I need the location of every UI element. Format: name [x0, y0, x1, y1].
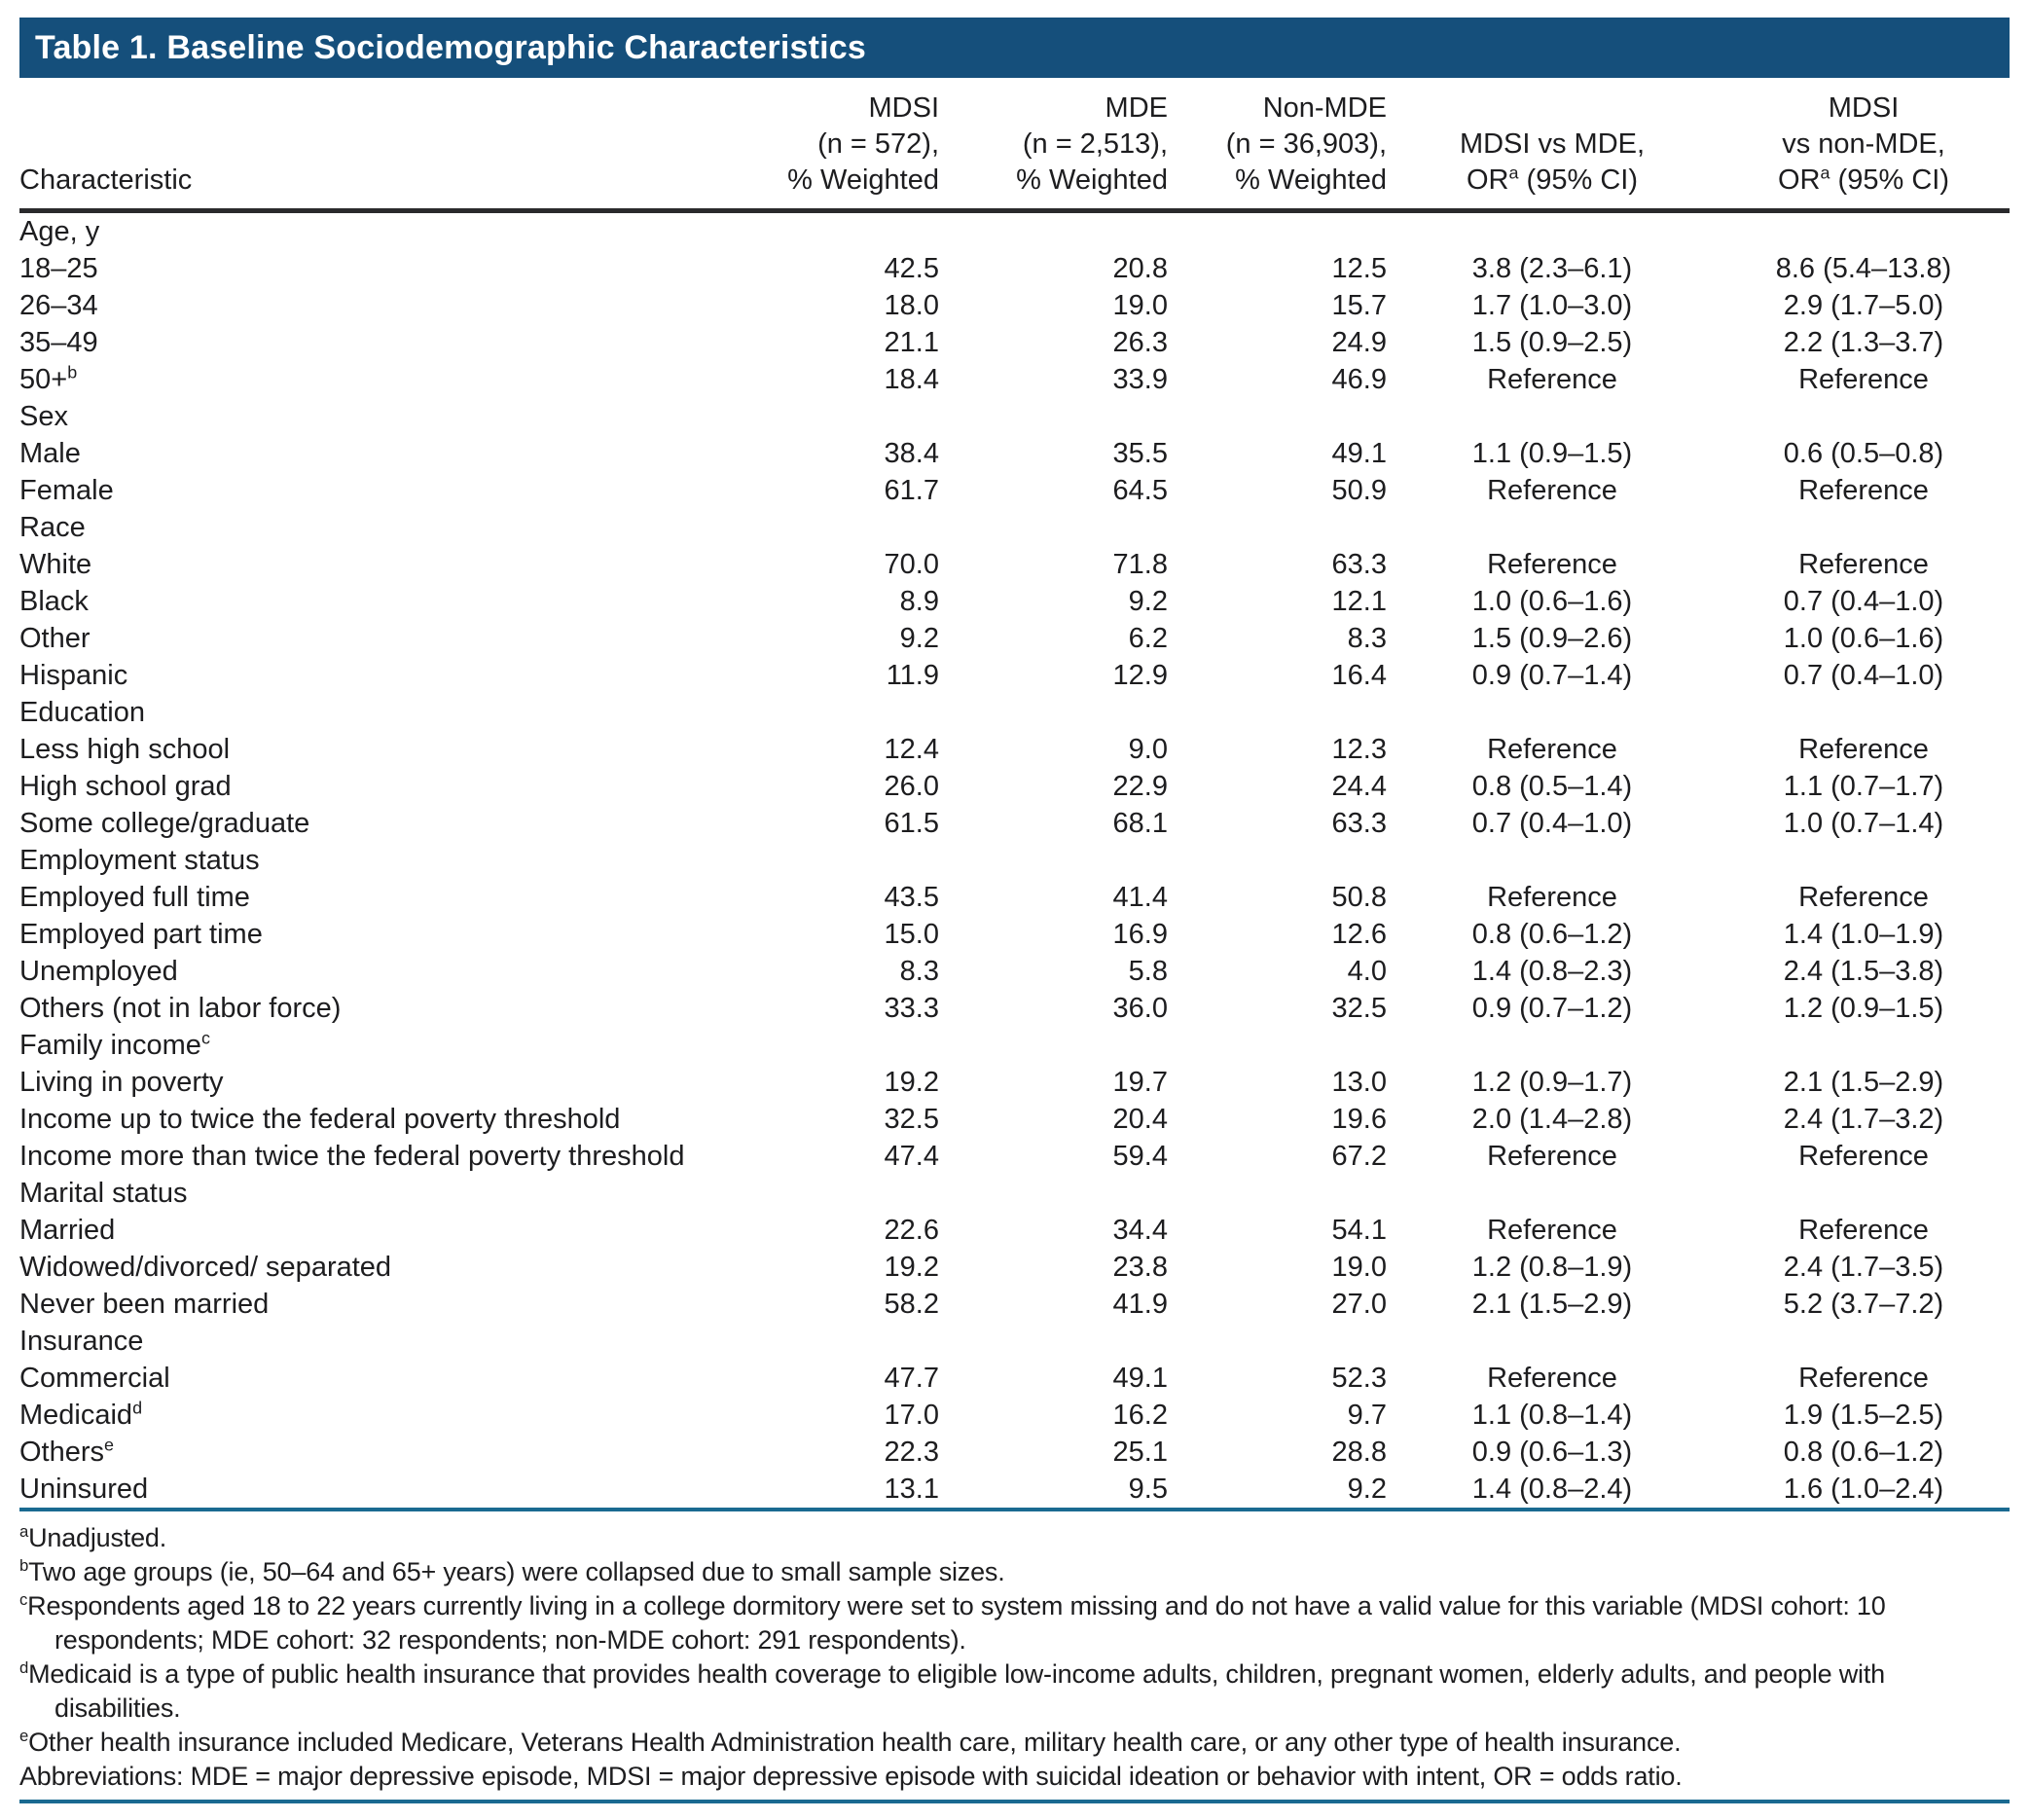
cell-nonmde: 46.9	[1331, 364, 1387, 395]
cell-mde: 9.2	[1128, 586, 1168, 617]
footnotes	[19, 1521, 2010, 1794]
cell-or_mdsi_vs_nonmde: 0.6 (0.5–0.8)	[1783, 438, 1944, 469]
cell-mdsi: 17.0	[884, 1400, 939, 1431]
column-header-line: vs non-MDE,	[1782, 128, 1945, 160]
row-label: Other	[19, 623, 91, 654]
cell-nonmde: 50.9	[1331, 475, 1387, 506]
cell-or_mdsi_vs_nonmde: 0.7 (0.4–1.0)	[1783, 660, 1944, 691]
table-row	[19, 1212, 2010, 1249]
bottom-rule	[19, 1800, 2010, 1803]
cell-mdsi: 19.2	[884, 1252, 939, 1283]
cell-or_mdsi_vs_nonmde: 5.2 (3.7–7.2)	[1783, 1289, 1944, 1320]
cell-nonmde: 49.1	[1331, 438, 1387, 469]
cell-mde: 71.8	[1112, 549, 1168, 580]
cell-or_mdsi_vs_nonmde: 2.9 (1.7–5.0)	[1783, 290, 1944, 321]
cell-or_mdsi_vs_mde: 0.9 (0.7–1.4)	[1471, 660, 1633, 691]
cell-mde: 16.9	[1112, 919, 1168, 950]
cell-or_mdsi_vs_mde: 0.8 (0.5–1.4)	[1471, 771, 1633, 802]
cell-nonmde: 27.0	[1331, 1289, 1387, 1320]
cell-mdsi: 18.4	[884, 364, 939, 395]
cell-mde: 22.9	[1112, 771, 1168, 802]
cell-or_mdsi_vs_nonmde: 2.4 (1.5–3.8)	[1783, 956, 1944, 987]
cell-mdsi: 47.4	[884, 1141, 939, 1172]
cell-or_mdsi_vs_nonmde: Reference	[1798, 882, 1929, 913]
row-label: Others (not in labor force)	[19, 993, 342, 1024]
table-row	[19, 1138, 2010, 1175]
footnote-e: $^e$Other health insurance included Medicare, Veterans Health Administration health care, military health care, or any other type of health insurance.	[19, 1727, 1682, 1757]
table-row	[19, 805, 2010, 842]
cell-mde: 25.1	[1112, 1437, 1168, 1468]
table-row	[19, 1286, 2010, 1323]
section-header-row	[19, 842, 2010, 879]
cell-mdsi: 33.3	[884, 993, 939, 1024]
cell-mde: 41.9	[1112, 1289, 1168, 1320]
table-row	[19, 1249, 2010, 1286]
cell-nonmde: 24.9	[1331, 327, 1387, 358]
cell-or_mdsi_vs_mde: 1.5 (0.9–2.6)	[1471, 623, 1633, 654]
cell-or_mdsi_vs_mde: 1.2 (0.8–1.9)	[1471, 1252, 1633, 1283]
footnote-abbreviations: Abbreviations: MDE = major depressive episode, MDSI = major depressive episode with suicidal ideation or behavior with intent, OR = odds ratio.	[19, 1762, 1683, 1791]
cell-nonmde: 9.7	[1347, 1400, 1387, 1431]
table-row	[19, 990, 2010, 1027]
section-header-row	[19, 211, 2010, 251]
cell-or_mdsi_vs_mde: Reference	[1487, 549, 1617, 580]
row-label: Others$^e$	[19, 1435, 115, 1468]
column-header-characteristic	[19, 83, 759, 211]
cell-nonmde: 12.6	[1331, 919, 1387, 950]
table-row	[19, 472, 2010, 509]
cell-or_mdsi_vs_nonmde: 8.6 (5.4–13.8)	[1775, 253, 1952, 284]
table-row	[19, 953, 2010, 990]
cell-or_mdsi_vs_nonmde: 0.7 (0.4–1.0)	[1783, 586, 1944, 617]
cell-mdsi: 15.0	[884, 919, 939, 950]
cell-mdsi: 61.5	[884, 808, 939, 839]
cell-mde: 9.0	[1128, 734, 1168, 765]
section-label: Education	[19, 697, 145, 728]
cell-or_mdsi_vs_nonmde: Reference	[1798, 1363, 1929, 1394]
column-header-line: (n = 2,513),	[1022, 128, 1168, 160]
table-row	[19, 620, 2010, 657]
cell-nonmde: 63.3	[1331, 549, 1387, 580]
cell-or_mdsi_vs_mde: Reference	[1487, 475, 1617, 506]
row-label: Married	[19, 1215, 116, 1246]
cell-nonmde: 8.3	[1347, 623, 1387, 654]
column-header-line: MDSI vs MDE,	[1459, 128, 1646, 160]
section-header-row	[19, 1323, 2010, 1360]
cell-or_mdsi_vs_mde: Reference	[1487, 734, 1617, 765]
section-label: Race	[19, 512, 86, 543]
section-header-row	[19, 694, 2010, 731]
cell-or_mdsi_vs_nonmde: Reference	[1798, 1215, 1929, 1246]
column-header-or_mdsi_vs_nonmde	[1718, 83, 2010, 211]
cell-nonmde: 9.2	[1347, 1474, 1387, 1505]
table-row	[19, 1397, 2010, 1434]
row-label: Female	[19, 475, 114, 506]
table-row	[19, 1434, 2010, 1471]
row-label: 50+$^b$	[19, 362, 78, 395]
row-label: Male	[19, 438, 81, 469]
section-label: Insurance	[19, 1326, 144, 1357]
column-header-line: $OR^a$ (95% CI)	[1467, 163, 1638, 196]
cell-or_mdsi_vs_nonmde: Reference	[1798, 475, 1929, 506]
section-label: Marital status	[19, 1178, 188, 1209]
cell-nonmde: 63.3	[1331, 808, 1387, 839]
row-label: Income up to twice the federal poverty threshold	[19, 1104, 621, 1135]
cell-or_mdsi_vs_mde: 2.1 (1.5–2.9)	[1471, 1289, 1633, 1320]
cell-or_mdsi_vs_nonmde: Reference	[1798, 1141, 1929, 1172]
cell-mde: 19.0	[1112, 290, 1168, 321]
cell-or_mdsi_vs_mde: 1.4 (0.8–2.4)	[1471, 1474, 1633, 1505]
row-label: 26–34	[19, 290, 98, 321]
section-label: Age, y	[19, 216, 100, 247]
cell-or_mdsi_vs_mde: 1.1 (0.8–1.4)	[1471, 1400, 1633, 1431]
cell-or_mdsi_vs_nonmde: 2.4 (1.7–3.2)	[1783, 1104, 1944, 1135]
cell-or_mdsi_vs_mde: Reference	[1487, 364, 1617, 395]
table-title-bar	[19, 18, 2010, 78]
row-label: Employed full time	[19, 882, 250, 913]
cell-or_mdsi_vs_mde: 1.0 (0.6–1.6)	[1471, 586, 1633, 617]
row-label: White	[19, 549, 92, 580]
cell-mde: 26.3	[1112, 327, 1168, 358]
cell-mdsi: 70.0	[884, 549, 939, 580]
header-row	[19, 83, 2010, 211]
row-label: Black	[19, 586, 89, 617]
column-header-line: Characteristic	[19, 164, 193, 196]
table-row	[19, 657, 2010, 694]
row-label: Medicaid$^d$	[19, 1398, 143, 1431]
cell-mde: 16.2	[1112, 1400, 1168, 1431]
cell-mde: 6.2	[1128, 623, 1168, 654]
footnote-marker: e	[19, 1727, 29, 1745]
cell-mde: 68.1	[1112, 808, 1168, 839]
cell-mde: 12.9	[1112, 660, 1168, 691]
column-header-line: (n = 36,903),	[1225, 128, 1387, 160]
column-header-line: % Weighted	[1016, 164, 1168, 196]
column-header-line: (n = 572),	[817, 128, 939, 160]
cell-mde: 49.1	[1112, 1363, 1168, 1394]
column-header-line: MDSI	[868, 92, 939, 124]
cell-mde: 35.5	[1112, 438, 1168, 469]
cell-or_mdsi_vs_mde: 2.0 (1.4–2.8)	[1471, 1104, 1633, 1135]
cell-mdsi: 61.7	[884, 475, 939, 506]
cell-nonmde: 4.0	[1347, 956, 1387, 987]
footnote-a: $^a$Unadjusted.	[19, 1522, 167, 1552]
cell-or_mdsi_vs_mde: 0.7 (0.4–1.0)	[1471, 808, 1633, 839]
column-header-line: Non-MDE	[1262, 92, 1387, 124]
cell-mdsi: 42.5	[884, 253, 939, 284]
table-row	[19, 287, 2010, 324]
cell-nonmde: 19.6	[1331, 1104, 1387, 1135]
cell-mdsi: 8.9	[899, 586, 939, 617]
column-header-line: MDSI	[1828, 92, 1900, 124]
cell-or_mdsi_vs_mde: 1.1 (0.9–1.5)	[1471, 438, 1633, 469]
cell-or_mdsi_vs_mde: Reference	[1487, 1215, 1617, 1246]
cell-nonmde: 54.1	[1331, 1215, 1387, 1246]
row-label: Income more than twice the federal poverty threshold	[19, 1141, 685, 1172]
cell-nonmde: 15.7	[1331, 290, 1387, 321]
cell-or_mdsi_vs_mde: 1.7 (1.0–3.0)	[1471, 290, 1633, 321]
cell-mdsi: 9.2	[899, 623, 939, 654]
section-header-row	[19, 1175, 2010, 1212]
column-header-nonmde	[1168, 83, 1387, 211]
table-row	[19, 324, 2010, 361]
row-label: Employed part time	[19, 919, 263, 950]
table-row	[19, 879, 2010, 916]
cell-mdsi: 12.4	[884, 734, 939, 765]
cell-or_mdsi_vs_nonmde: Reference	[1798, 549, 1929, 580]
row-label: Unemployed	[19, 956, 178, 987]
column-header-mde	[939, 83, 1168, 211]
row-label: Commercial	[19, 1363, 170, 1394]
section-label: Employment status	[19, 845, 260, 876]
section-header-row	[19, 509, 2010, 546]
cell-or_mdsi_vs_mde: 1.4 (0.8–2.3)	[1471, 956, 1633, 987]
cell-mdsi: 26.0	[884, 771, 939, 802]
footnote-marker: c	[19, 1590, 28, 1609]
cell-or_mdsi_vs_nonmde: 2.2 (1.3–3.7)	[1783, 327, 1944, 358]
cell-nonmde: 12.1	[1331, 586, 1387, 617]
cell-mdsi: 32.5	[884, 1104, 939, 1135]
table-header	[19, 83, 2010, 211]
row-label: Never been married	[19, 1289, 270, 1320]
footnote-marker: a	[19, 1522, 29, 1541]
cell-mdsi: 8.3	[899, 956, 939, 987]
table-row	[19, 731, 2010, 768]
cell-or_mdsi_vs_nonmde: 1.0 (0.7–1.4)	[1783, 808, 1944, 839]
cell-or_mdsi_vs_mde: Reference	[1487, 882, 1617, 913]
row-label: Some college/graduate	[19, 808, 310, 839]
section-label: Sex	[19, 401, 68, 432]
cell-nonmde: 12.5	[1331, 253, 1387, 284]
cell-mdsi: 21.1	[884, 327, 939, 358]
cell-nonmde: 52.3	[1331, 1363, 1387, 1394]
characteristics-table	[19, 83, 2010, 1511]
cell-or_mdsi_vs_nonmde: 1.4 (1.0–1.9)	[1783, 919, 1944, 950]
cell-mdsi: 13.1	[884, 1474, 939, 1505]
cell-mdsi: 22.3	[884, 1437, 939, 1468]
table-row	[19, 361, 2010, 398]
cell-nonmde: 28.8	[1331, 1437, 1387, 1468]
cell-mdsi: 11.9	[886, 660, 939, 691]
cell-or_mdsi_vs_nonmde: 1.9 (1.5–2.5)	[1783, 1400, 1944, 1431]
table-row	[19, 1064, 2010, 1101]
cell-mde: 5.8	[1128, 956, 1168, 987]
column-header-line: % Weighted	[787, 164, 939, 196]
row-label: Widowed/divorced/ separated	[19, 1252, 392, 1283]
cell-mde: 23.8	[1112, 1252, 1168, 1283]
cell-nonmde: 67.2	[1331, 1141, 1387, 1172]
column-header-or_mdsi_vs_mde	[1387, 83, 1718, 211]
row-label: Less high school	[19, 734, 231, 765]
table-row	[19, 1360, 2010, 1397]
cell-or_mdsi_vs_mde: Reference	[1487, 1141, 1617, 1172]
cell-nonmde: 13.0	[1331, 1067, 1387, 1098]
cell-mde: 9.5	[1128, 1474, 1168, 1505]
cell-or_mdsi_vs_nonmde: 2.1 (1.5–2.9)	[1783, 1067, 1944, 1098]
cell-mdsi: 22.6	[884, 1215, 939, 1246]
cell-or_mdsi_vs_nonmde: Reference	[1798, 734, 1929, 765]
cell-mde: 59.4	[1112, 1141, 1168, 1172]
row-label: Living in poverty	[19, 1067, 224, 1098]
column-header-line: MDE	[1105, 92, 1168, 124]
cell-or_mdsi_vs_nonmde: 1.0 (0.6–1.6)	[1783, 623, 1944, 654]
cell-or_mdsi_vs_mde: 1.5 (0.9–2.5)	[1471, 327, 1633, 358]
cell-or_mdsi_vs_nonmde: 1.1 (0.7–1.7)	[1783, 771, 1944, 802]
footnote-b: $^b$Two age groups (ie, 50–64 and 65+ years) were collapsed due to small sample sizes.	[19, 1556, 1005, 1586]
table-row	[19, 546, 2010, 583]
table-row	[19, 1101, 2010, 1138]
table-row	[19, 1471, 2010, 1510]
section-label: Family income$^c$	[19, 1028, 210, 1061]
cell-mde: 34.4	[1112, 1215, 1168, 1246]
cell-nonmde: 12.3	[1331, 734, 1387, 765]
cell-mde: 36.0	[1112, 993, 1168, 1024]
cell-mdsi: 38.4	[884, 438, 939, 469]
cell-or_mdsi_vs_nonmde: 2.4 (1.7–3.5)	[1783, 1252, 1944, 1283]
cell-nonmde: 32.5	[1331, 993, 1387, 1024]
footnote-d: $^d$Medicaid is a type of public health insurance that provides health coverage to eligible low-income adults, children, pregnant women, elderly adults, and people with disabilities.	[19, 1658, 1885, 1723]
row-label: 18–25	[19, 253, 98, 284]
cell-mde: 33.9	[1112, 364, 1168, 395]
column-header-mdsi	[759, 83, 939, 211]
cell-mde: 41.4	[1112, 882, 1168, 913]
table-row	[19, 916, 2010, 953]
cell-or_mdsi_vs_nonmde: 1.6 (1.0–2.4)	[1783, 1474, 1944, 1505]
table-figure	[19, 18, 2010, 1803]
table-row	[19, 768, 2010, 805]
section-header-row	[19, 1027, 2010, 1064]
cell-or_mdsi_vs_mde: 1.2 (0.9–1.7)	[1471, 1067, 1633, 1098]
cell-mdsi: 19.2	[884, 1067, 939, 1098]
row-label: Uninsured	[19, 1474, 149, 1505]
footnote-marker: b	[19, 1556, 29, 1575]
footnote-c: $^c$Respondents aged 18 to 22 years currently living in a college dormitory were set to system missing and do not have a valid value for this variable (MDSI cohort: 10 respondents; MDE cohort: 32 respondents; non-MDE cohort: 291 respondents).	[19, 1590, 1886, 1655]
cell-or_mdsi_vs_nonmde: 1.2 (0.9–1.5)	[1783, 993, 1944, 1024]
cell-or_mdsi_vs_mde: Reference	[1487, 1363, 1617, 1394]
table-body	[19, 211, 2010, 1511]
cell-mdsi: 18.0	[884, 290, 939, 321]
section-header-row	[19, 398, 2010, 435]
cell-mde: 19.7	[1112, 1067, 1168, 1098]
cell-or_mdsi_vs_nonmde: 0.8 (0.6–1.2)	[1783, 1437, 1944, 1468]
cell-mde: 20.8	[1112, 253, 1168, 284]
cell-mde: 20.4	[1112, 1104, 1168, 1135]
footnote-marker: d	[19, 1658, 29, 1677]
cell-or_mdsi_vs_mde: 3.8 (2.3–6.1)	[1471, 253, 1633, 284]
row-label: 35–49	[19, 327, 98, 358]
cell-mdsi: 43.5	[884, 882, 939, 913]
cell-nonmde: 16.4	[1331, 660, 1387, 691]
cell-mdsi: 58.2	[884, 1289, 939, 1320]
column-header-line: % Weighted	[1235, 164, 1387, 196]
cell-nonmde: 50.8	[1331, 882, 1387, 913]
cell-nonmde: 24.4	[1331, 771, 1387, 802]
cell-or_mdsi_vs_mde: 0.8 (0.6–1.2)	[1471, 919, 1633, 950]
table-row	[19, 250, 2010, 287]
cell-mde: 64.5	[1112, 475, 1168, 506]
cell-or_mdsi_vs_nonmde: Reference	[1798, 364, 1929, 395]
cell-nonmde: 19.0	[1331, 1252, 1387, 1283]
table-row	[19, 583, 2010, 620]
table-title: Table 1. Baseline Sociodemographic Characteristics	[35, 28, 867, 66]
cell-or_mdsi_vs_mde: 0.9 (0.6–1.3)	[1471, 1437, 1633, 1468]
column-header-line: $OR^a$ (95% CI)	[1778, 163, 1949, 196]
table-row	[19, 435, 2010, 472]
row-label: Hispanic	[19, 660, 128, 691]
cell-mdsi: 47.7	[884, 1363, 939, 1394]
row-label: High school grad	[19, 771, 232, 802]
cell-or_mdsi_vs_mde: 0.9 (0.7–1.2)	[1471, 993, 1633, 1024]
